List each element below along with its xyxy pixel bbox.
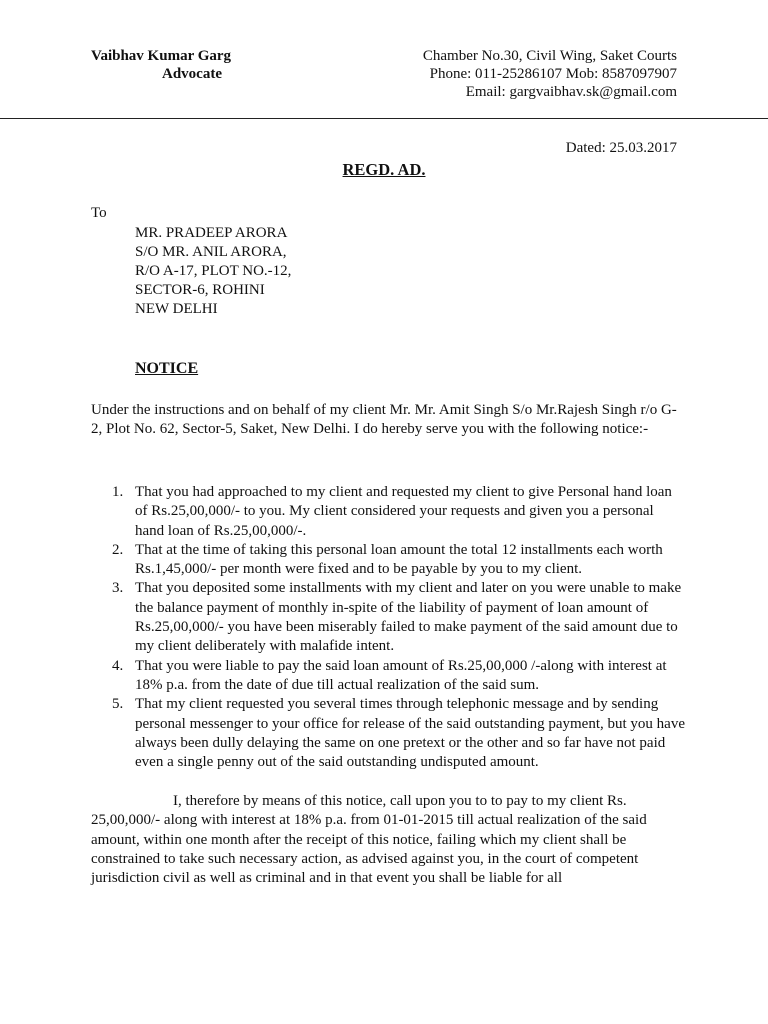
header-divider <box>0 118 768 119</box>
closing-paragraph <box>91 792 693 888</box>
list-item <box>91 657 686 696</box>
to-label: To <box>91 205 107 221</box>
notice-points-list <box>91 483 686 772</box>
intro-paragraph: Under the instructions and on behalf of my client Mr. Mr. Amit Singh S/o Mr.Rajesh Singh r/o G-2, Plot No. 62, Sector-5, Saket, New Delhi. I do hereby serve you with the following notice:- <box>91 402 677 438</box>
phone-line: Phone: 011-25286107 Mob: 8587097907 <box>429 66 677 82</box>
item-number: 1. <box>112 484 124 500</box>
recipient-line: S/O MR. ANIL ARORA, <box>135 244 287 260</box>
item-number: 3. <box>112 580 124 597</box>
list-item <box>91 541 686 580</box>
item-number: 4. <box>112 657 124 674</box>
recipient-line: NEW DELHI <box>135 301 218 317</box>
regd-ad-heading: REGD. AD. <box>342 160 426 179</box>
recipient-line: SECTOR-6, ROHINI <box>135 282 265 298</box>
list-item <box>91 483 686 541</box>
item-text: That you were liable to pay the said loan amount of Rs.25,00,000 /-along with interest at 18% p.a. from the date of due till actual realization of the said sum. <box>135 657 667 693</box>
item-number: 5. <box>112 696 124 713</box>
recipient-line: R/O A-17, PLOT NO.-12, <box>135 263 292 279</box>
list-item <box>91 579 686 656</box>
advocate-name: Vaibhav Kumar Garg <box>91 48 232 64</box>
notice-heading: NOTICE <box>135 360 199 377</box>
item-text: That you deposited some installments with my client and later on you were unable to make the balance payment of monthly in-spite of the liability of payment of loan amount of Rs.25,00,000/- you have been miserably failed to make payment of the said amount due to my client deliberately with malafide intent. <box>135 580 682 655</box>
email-line: Email: gargvaibhav.sk@gmail.com <box>465 84 677 100</box>
item-text: That at the time of taking this personal loan amount the total 12 installments each worth Rs.1,45,000/- per month were fixed and to be payable by you to my client. <box>135 541 663 578</box>
advocate-title: Advocate <box>162 66 222 82</box>
item-text: That my client requested you several times through telephonic message and by sending personal messenger to your office for release of the said outstanding payment, but you have always been dully delaying the same on one pretext or the other and so far have not paid even a single penny out of the said outstanding undisputed amount. <box>135 696 685 771</box>
list-item <box>91 695 686 772</box>
recipient-address <box>135 224 291 319</box>
contact-block <box>423 47 677 101</box>
closing-text: I, therefore by means of this notice, call upon you to to pay to my client Rs. 25,00,000/- along with interest at 18% p.a. from 01-01-2015 till actual realization of the said amount, within one month after the receipt of this notice, failing which my client shall be constrained to take such necessary action, as advised against you, in the court of competent jurisdiction civil as well as criminal and in that event you shall be liable for all <box>91 793 647 887</box>
item-number: 2. <box>112 541 124 558</box>
date-line: Dated: 25.03.2017 <box>565 140 677 156</box>
recipient-line: MR. PRADEEP ARORA <box>135 225 288 241</box>
item-text: That you had approached to my client and requested my client to give Personal hand loan of Rs.25,00,000/- to you. My client considered your requests and given you a personal hand loan of Rs.25,00,000/-. <box>135 484 672 539</box>
chamber-address: Chamber No.30, Civil Wing, Saket Courts <box>422 48 677 64</box>
